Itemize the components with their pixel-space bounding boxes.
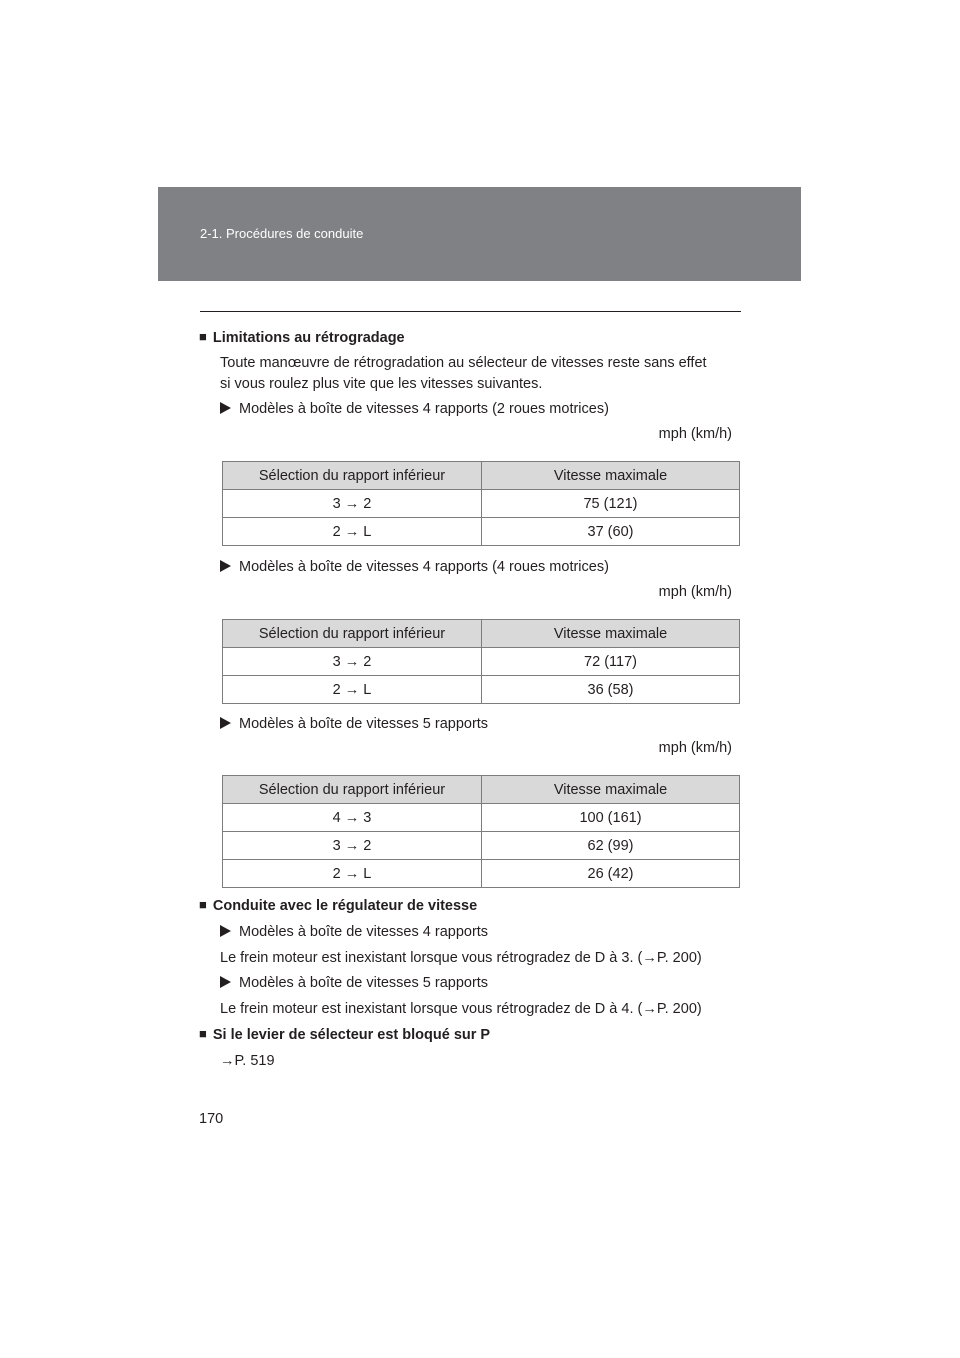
model-label bbox=[220, 714, 488, 734]
paragraph-line: Le frein moteur est inexistant lorsque vous rétrogradez de D à 4. (→P. 200) bbox=[220, 1001, 702, 1017]
speed-table bbox=[222, 461, 740, 546]
table-cell: 100 (161) bbox=[482, 804, 740, 832]
triangle-bullet-icon bbox=[220, 560, 231, 572]
model-label-text: Modèles à boîte de vitesses 5 rapports bbox=[239, 975, 489, 991]
triangle-bullet-icon bbox=[220, 925, 231, 937]
table-cell: 72 (117) bbox=[482, 648, 740, 676]
square-bullet-icon: ■ bbox=[199, 1026, 207, 1041]
model-label-text: Modèles à boîte de vitesses 5 rapports bbox=[239, 716, 489, 732]
page-reference-link[interactable]: →P. 519 bbox=[220, 1053, 275, 1069]
table-row bbox=[223, 518, 740, 546]
table-cell: 3 → 2 bbox=[223, 832, 482, 860]
table-cell: 2 → L bbox=[223, 518, 482, 546]
section-title: 2-1. Procédures de conduite bbox=[200, 226, 364, 241]
paragraph-line: si vous roulez plus vite que les vitesses suivantes. bbox=[220, 376, 543, 392]
model-label bbox=[220, 922, 488, 942]
triangle-bullet-icon bbox=[220, 402, 231, 414]
column-header: Vitesse maximale bbox=[482, 620, 740, 648]
unit-label: mph (km/h) bbox=[658, 740, 732, 756]
divider-rule bbox=[200, 311, 741, 312]
table-row bbox=[223, 804, 740, 832]
heading-cruise-control bbox=[199, 896, 477, 916]
triangle-bullet-icon bbox=[220, 717, 231, 729]
table-cell: 26 (42) bbox=[482, 860, 740, 888]
square-bullet-icon: ■ bbox=[199, 897, 207, 912]
table-cell: 75 (121) bbox=[482, 490, 740, 518]
column-header: Vitesse maximale bbox=[482, 776, 740, 804]
speed-table bbox=[222, 619, 740, 704]
section-header-band bbox=[158, 187, 801, 281]
paragraph-line: Le frein moteur est inexistant lorsque vous rétrogradez de D à 3. (→P. 200) bbox=[220, 950, 702, 966]
heading-downshift-limits bbox=[199, 328, 405, 348]
table-row bbox=[223, 648, 740, 676]
table-cell: 2 → L bbox=[223, 676, 482, 704]
triangle-bullet-icon bbox=[220, 976, 231, 988]
heading-text: Conduite avec le régulateur de vitesse bbox=[212, 898, 478, 914]
table-cell: 37 (60) bbox=[482, 518, 740, 546]
model-label-text: Modèles à boîte de vitesses 4 rapports bbox=[239, 924, 489, 940]
heading-lever-locked bbox=[199, 1025, 490, 1045]
table-cell: 3 → 2 bbox=[223, 490, 482, 518]
table-cell: 36 (58) bbox=[482, 676, 740, 704]
column-header: Sélection du rapport inférieur bbox=[223, 776, 482, 804]
unit-label: mph (km/h) bbox=[658, 584, 732, 600]
table-header-row bbox=[223, 620, 740, 648]
column-header: Sélection du rapport inférieur bbox=[223, 462, 482, 490]
paragraph-line: Toute manœuvre de rétrogradation au sélecteur de vitesses reste sans effet bbox=[220, 355, 707, 371]
table-cell: 2 → L bbox=[223, 860, 482, 888]
speed-table bbox=[222, 775, 740, 888]
model-label bbox=[220, 399, 609, 419]
table-row bbox=[223, 832, 740, 860]
table-row bbox=[223, 676, 740, 704]
table-cell: 3 → 2 bbox=[223, 648, 482, 676]
heading-text: Limitations au rétrogradage bbox=[212, 330, 405, 346]
unit-label: mph (km/h) bbox=[658, 426, 732, 442]
heading-text: Si le levier de sélecteur est bloqué sur P bbox=[212, 1027, 491, 1043]
table-header-row bbox=[223, 462, 740, 490]
table-header-row bbox=[223, 776, 740, 804]
table-row bbox=[223, 860, 740, 888]
page-number: 170 bbox=[199, 1111, 224, 1127]
model-label-text: Modèles à boîte de vitesses 4 rapports (4 roues motrices) bbox=[239, 559, 609, 575]
model-label-text: Modèles à boîte de vitesses 4 rapports (2 roues motrices) bbox=[239, 401, 609, 417]
square-bullet-icon: ■ bbox=[199, 329, 207, 344]
model-label bbox=[220, 973, 488, 993]
table-cell: 4 → 3 bbox=[223, 804, 482, 832]
table-cell: 62 (99) bbox=[482, 832, 740, 860]
table-row bbox=[223, 490, 740, 518]
column-header: Sélection du rapport inférieur bbox=[223, 620, 482, 648]
column-header: Vitesse maximale bbox=[482, 462, 740, 490]
model-label bbox=[220, 557, 609, 577]
